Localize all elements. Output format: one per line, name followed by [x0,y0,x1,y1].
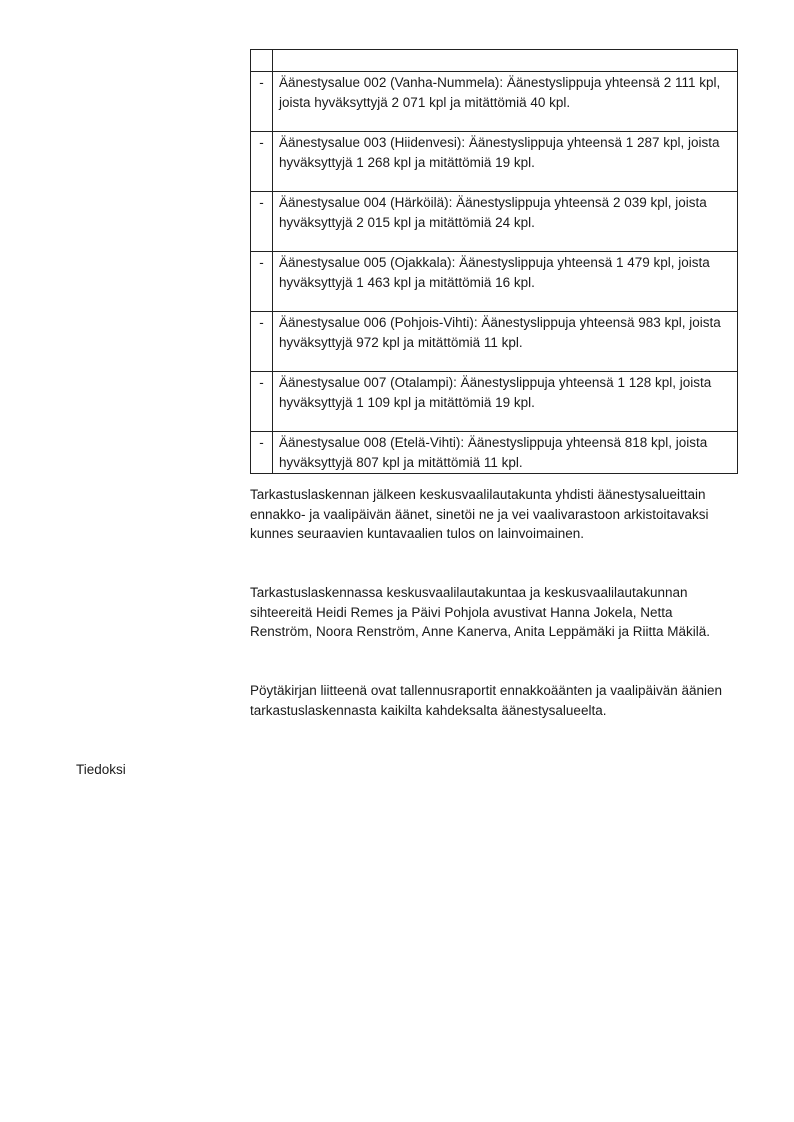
row-text: Äänestysalue 003 (Hiidenvesi): Äänestyslippuja yhteensä 1 287 kpl, joista hyväksyttyjä 1 268 kpl ja mitättömiä 19 kpl. [273,132,738,192]
voting-areas-table [250,49,738,474]
row-text: Äänestysalue 007 (Otalampi): Äänestyslippuja yhteensä 1 128 kpl, joista hyväksyttyjä 1 109 kpl ja mitättömiä 19 kpl. [273,372,738,432]
table-row [251,132,738,192]
table-empty-row [251,50,738,72]
row-text: Äänestysalue 002 (Vanha-Nummela): Äänestyslippuja yhteensä 2 111 kpl, joista hyväksyttyjä 2 071 kpl ja mitättömiä 40 kpl. [273,72,738,132]
row-dash: - [251,192,273,252]
side-label-tiedoksi: Tiedoksi [76,762,126,777]
row-dash: - [251,312,273,372]
row-dash: - [251,72,273,132]
row-text: Äänestysalue 006 (Pohjois-Vihti): Äänestyslippuja yhteensä 983 kpl, joista hyväksyttyjä 972 kpl ja mitättömiä 11 kpl. [273,312,738,372]
table-row [251,252,738,312]
table-row [251,372,738,432]
row-dash: - [251,372,273,432]
paragraph-archiving: Tarkastuslaskennan jälkeen keskusvaalilautakunta yhdisti äänestysalueittain ennakko- ja vaalipäivän äänet, sinetöi ne ja vei vaalivarastoon arkistoitavaksi kunnes seuraavien kuntavaalien tulos on lainvoimainen. [250,487,709,542]
row-dash: - [251,132,273,192]
row-text: Äänestysalue 005 (Ojakkala): Äänestyslippuja yhteensä 1 479 kpl, joista hyväksyttyjä 1 463 kpl ja mitättömiä 16 kpl. [273,252,738,312]
paragraph-assistants: Tarkastuslaskennassa keskusvaalilautakuntaa ja keskusvaalilautakunnan sihteereitä Heidi Remes ja Päivi Pohjola avustivat Hanna Jokela, Netta Renström, Noora Renström, Anne Kanerva, Anita Leppämäki ja Riitta Mäkilä. [250,585,710,640]
row-dash: - [251,432,273,474]
table-row [251,432,738,474]
table-row [251,192,738,252]
table-row [251,72,738,132]
row-text: Äänestysalue 008 (Etelä-Vihti): Äänestyslippuja yhteensä 818 kpl, joista hyväksyttyjä 807 kpl ja mitättömiä 11 kpl. [273,432,738,474]
paragraph-attachments: Pöytäkirjan liitteenä ovat tallennusraportit ennakkoäänten ja vaalipäivän äänien tarkastuslaskennasta kaikilta kahdeksalta äänestysalueelta. [250,683,723,718]
row-text: Äänestysalue 004 (Härköilä): Äänestyslippuja yhteensä 2 039 kpl, joista hyväksyttyjä 2 015 kpl ja mitättömiä 24 kpl. [273,192,738,252]
table-row [251,312,738,372]
row-dash: - [251,252,273,312]
